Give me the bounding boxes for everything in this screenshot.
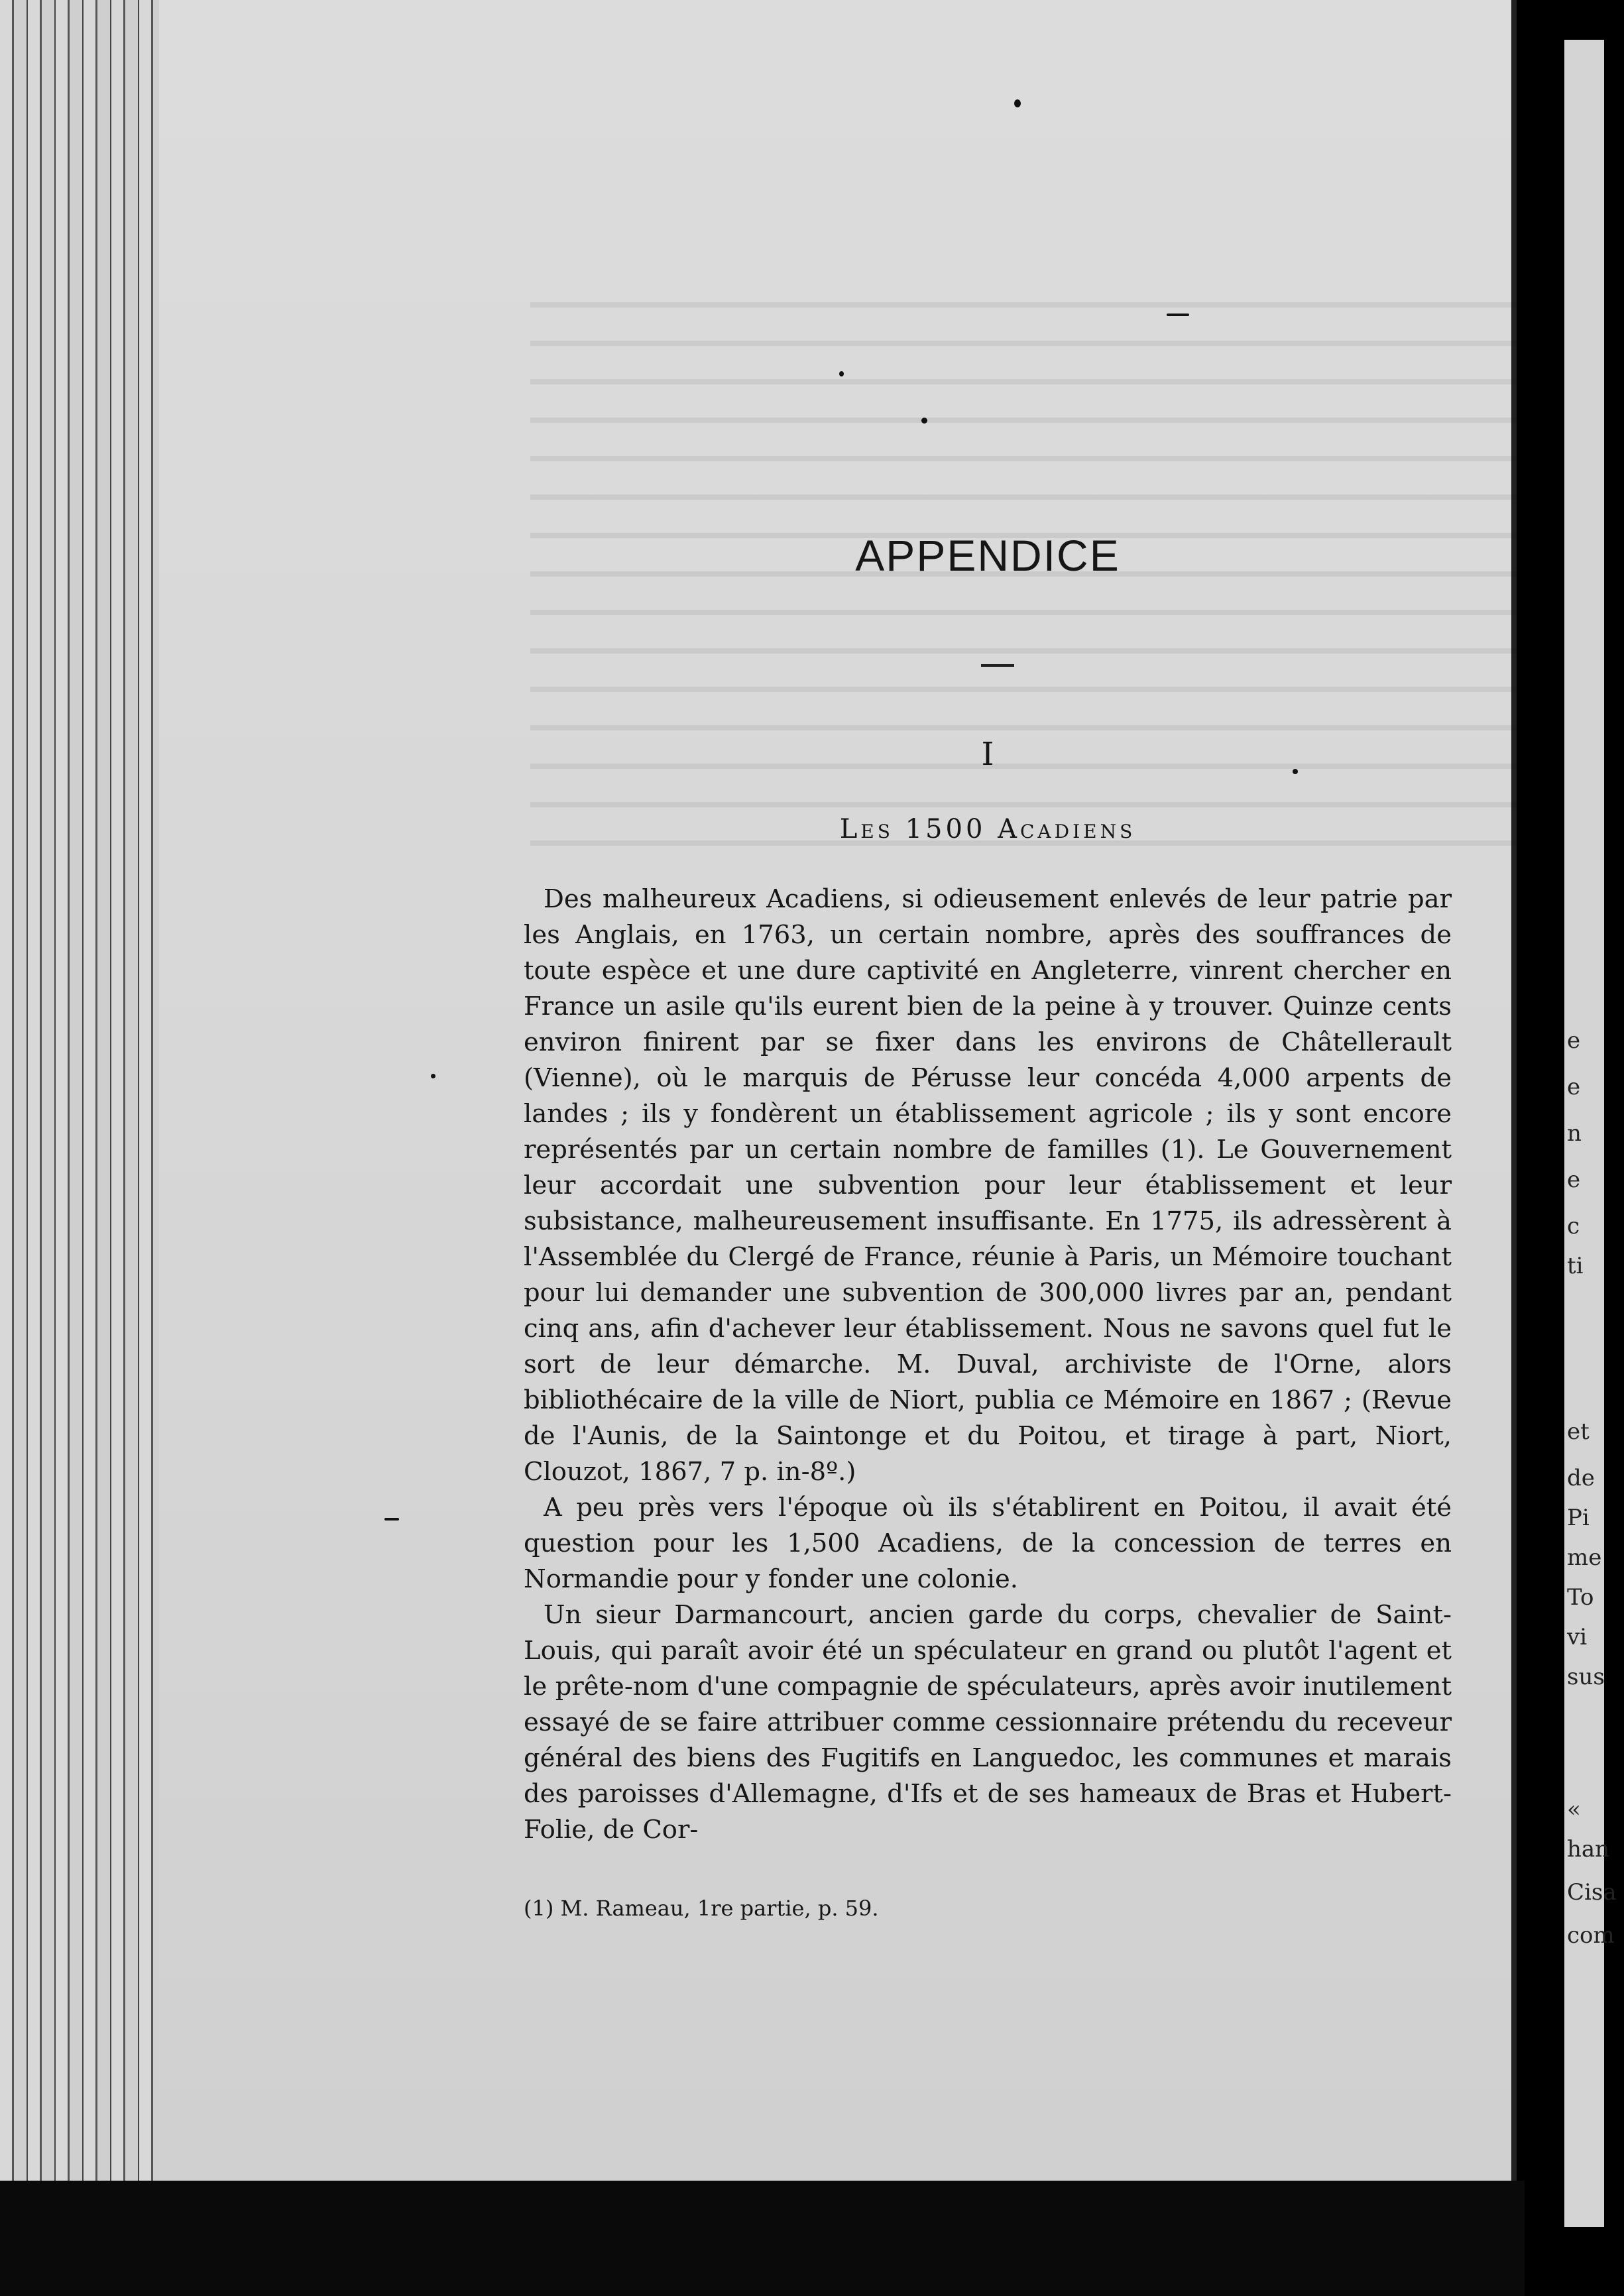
- body-text: [524, 882, 1452, 1848]
- ink-speck: [431, 1074, 435, 1078]
- section-title: Les 1500 Acadiens: [839, 814, 1136, 844]
- paragraph: A peu près vers l'époque où ils s'établirent en Poitou, il avait été question pour les 1,500 Acadiens, de la concession de terres en Normandie pour y fonder une colonie.: [524, 1493, 1452, 1594]
- ink-speck: [384, 1518, 399, 1521]
- adjacent-fragment: me: [1567, 1544, 1602, 1571]
- adjacent-fragment: To: [1567, 1584, 1594, 1611]
- adjacent-fragment: c: [1567, 1213, 1580, 1239]
- adjacent-fragment: «: [1567, 1796, 1581, 1823]
- ink-speck: [1293, 769, 1298, 774]
- adjacent-fragment: Cisa: [1567, 1879, 1617, 1906]
- adjacent-fragment: n: [1567, 1120, 1582, 1147]
- ink-speck: [1167, 314, 1189, 316]
- paragraph: Un sieur Darmancourt, ancien garde du corps, chevalier de Saint-Louis, qui paraît avoir été un spéculateur en grand ou plutôt l'agent et le prête-nom d'une compagnie de spéculateurs, après avoir inutilement essayé de se faire attribuer comme cessionnaire prétendu du receveur général des biens des Fugitifs en Languedoc, les communes et marais des paroisses d'Allemagne, d'Ifs et de ses hameaux de Bras et Hubert-Folie, de Cor-: [524, 1600, 1452, 1845]
- paragraph: Des malheureux Acadiens, si odieusement enlevés de leur patrie par les Anglais, en 1763, un certain nombre, après des souffrances de toute espèce et une dure captivité en Angleterre, vinrent chercher en France un asile qu'ils eurent bien de la peine à y trouver. Quinze cents environ finirent par se fixer dans les environs de Châtellerault (Vienne), où le marquis de Pérusse leur concéda 4,000 arpents de landes ; ils y fondèrent un établissement agricole ; ils y sont encore représentés par un certain nombre de familles (1). Le Gouvernement leur accordait une subvention pour leur établissement et leur subsistance, malheureusement insuffisante. En 1775, ils adressèrent à l'Assemblée du Clergé de France, réunie à Paris, un Mémoire touchant pour lui demander une subvention de 300,000 livres par an, pendant cinq ans, afin d'achever leur établissement. Nous ne savons quel fut le sort de leur démarche. M. Duval, archiviste de l'Orne, alors bibliothécaire de la ville de Niort, publia ce Mémoire en 1867 ; (Revue de l'Aunis, de la Saintonge et du Poitou, et tirage à part, Niort, Clouzot, 1867, 7 p. in-8º.): [524, 884, 1452, 1487]
- section-number: I: [981, 736, 994, 773]
- adjacent-fragment: vi: [1567, 1624, 1588, 1650]
- title-rule: [981, 664, 1014, 667]
- adjacent-fragment: e: [1567, 1167, 1581, 1193]
- adjacent-fragment: Pi: [1567, 1505, 1590, 1531]
- ink-speck: [839, 371, 844, 376]
- adjacent-fragment: e: [1567, 1074, 1581, 1100]
- adjacent-fragment: e: [1567, 1027, 1581, 1054]
- adjacent-fragment: han: [1567, 1836, 1610, 1863]
- scan-margin: [0, 2181, 1525, 2296]
- page-title: APPENDICE: [855, 531, 1120, 580]
- footnote: (1) M. Rameau, 1re partie, p. 59.: [524, 1896, 879, 1921]
- adjacent-fragment: com: [1567, 1922, 1615, 1949]
- adjacent-fragment: et: [1567, 1418, 1590, 1445]
- adjacent-fragment: ti: [1567, 1253, 1584, 1279]
- adjacent-fragment: sus: [1567, 1664, 1605, 1690]
- adjacent-fragment: de: [1567, 1465, 1595, 1491]
- ink-speck: [921, 418, 927, 424]
- ink-speck: [1014, 99, 1021, 107]
- adjacent-page: [1564, 40, 1617, 2227]
